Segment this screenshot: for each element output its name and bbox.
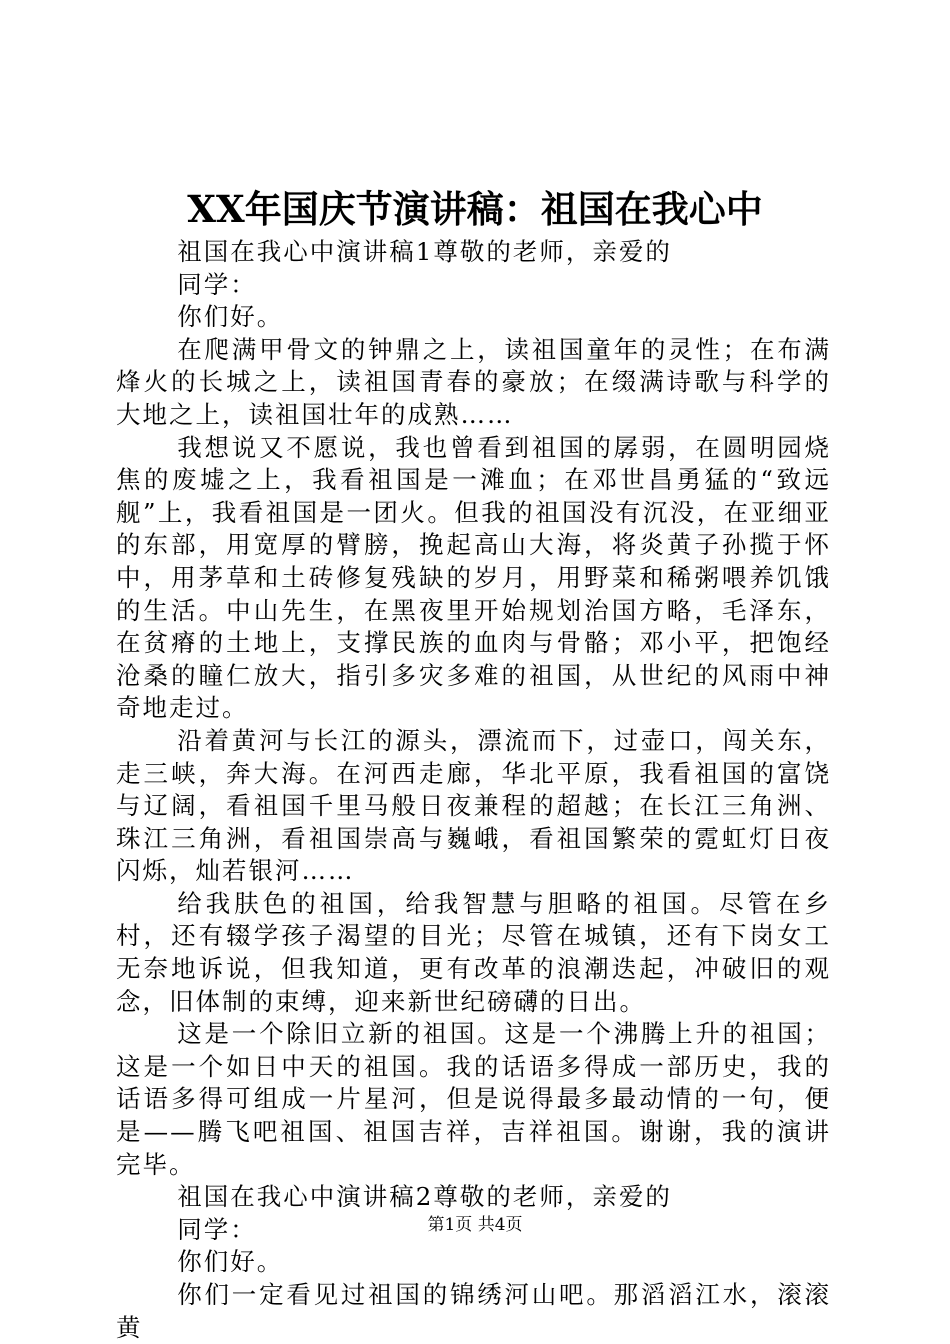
paragraph: 同学： — [177, 269, 257, 299]
document-title: XX年国庆节演讲稿：祖国在我心中 — [187, 187, 763, 231]
paragraph: 这是一个除旧立新的祖国。这是一个沸腾上升的祖国；这是一个如日中天的祖国。我的话语多得成一部历史，我的话语多得可组成一片星河，但是说得最多最动情的一句，便是——腾飞吧祖国、祖国吉祥，吉祥祖国。谢谢，我的演讲完毕。 — [116, 1019, 831, 1179]
paragraph: 祖国在我心中演讲稿1尊敬的老师，亲爱的 — [177, 237, 672, 266]
paragraph: 同学： — [177, 1214, 257, 1244]
document-body — [116, 236, 831, 1344]
paragraph: 我想说又不愿说，我也曾看到祖国的孱弱，在圆明园烧焦的废墟之上，我看祖国是一滩血；在邓世昌勇猛的“致远舰”上，我看祖国是一团火。但我的祖国没有沉没，在亚细亚的东部，用宽厚的臂膀，挽起高山大海，将炎黄子孙揽于怀中，用茅草和土砖修复残缺的岁月，用野菜和稀粥喂养饥饿的生活。中山先生，在黑夜里开始规划治国方略，毛泽东，在贫瘠的土地上，支撑民族的血肉与骨骼；邓小平，把饱经沧桑的瞳仁放大，指引多灾多难的祖国，从世纪的风雨中神奇地走过。 — [116, 432, 831, 723]
paragraph: 给我肤色的祖国，给我智慧与胆略的祖国。尽管在乡村，还有辍学孩子渴望的目光；尽管在城镇，还有下岗女工无奈地诉说，但我知道，更有改革的浪潮迭起，冲破旧的观念，旧体制的束缚，迎来新世纪磅礴的日出。 — [116, 888, 831, 1016]
paragraph: 你们一定看见过祖国的锦绣河山吧。那滔滔江水，滚滚黄 — [116, 1280, 831, 1342]
page-footer: 第1页 共4页 — [427, 1215, 523, 1235]
paragraph: 在爬满甲骨文的钟鼎之上，读祖国童年的灵性；在布满烽火的长城之上，读祖国青春的豪放；在缀满诗歌与科学的大地之上，读祖国壮年的成熟…… — [116, 334, 831, 429]
paragraph: 你们好。 — [177, 1247, 284, 1277]
paragraph: 祖国在我心中演讲稿2尊敬的老师，亲爱的 — [177, 1182, 672, 1212]
paragraph: 你们好。 — [177, 302, 284, 332]
paragraph: 沿着黄河与长江的源头，漂流而下，过壶口，闯关东，走三峡，奔大海。在河西走廊，华北平原，我看祖国的富饶与辽阔，看祖国千里马般日夜兼程的超越；在长江三角洲、珠江三角洲，看祖国崇高与巍峨，看祖国繁荣的霓虹灯日夜闪烁，灿若银河…… — [116, 725, 831, 886]
